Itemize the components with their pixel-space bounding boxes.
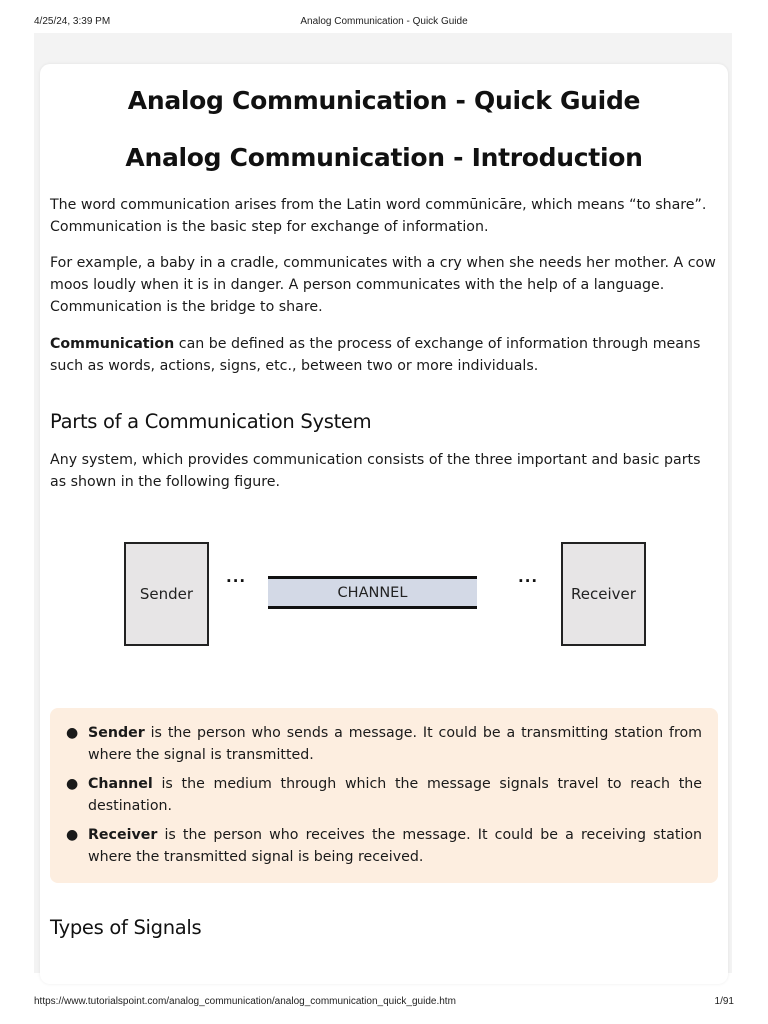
list-item-text: is the medium through which the message signals travel to reach the destination. — [88, 776, 702, 814]
section-title: Analog Communication - Introduction — [125, 143, 643, 172]
list-item-sender — [66, 722, 702, 766]
paragraph-example: For example, a baby in a cradle, communicates with a cry when she needs her mother. A cow moos loudly when it is in danger. A person communicates with the help of a language. Communication is the bridge to share. — [50, 255, 716, 315]
definition-term: Communication — [50, 336, 175, 352]
receiver-label: Receiver — [571, 585, 636, 603]
bullet-icon: ● — [66, 827, 79, 843]
receiver-box — [561, 542, 646, 646]
sender-label: Sender — [139, 585, 194, 603]
parts-list-box — [50, 708, 718, 883]
parts-heading: Parts of a Communication System — [50, 410, 372, 433]
channel-bar — [268, 576, 477, 609]
list-item-text: is the person who sends a message. It could be a transmitting station from where the signal is transmitted. — [88, 725, 702, 763]
print-footer — [0, 996, 768, 1010]
list-item-term: Sender — [88, 725, 145, 741]
communication-diagram — [40, 520, 728, 670]
ellipsis-right: ··· — [518, 572, 539, 590]
parts-intro: Any system, which provides communication consists of the three important and basic parts as shown in the following figure. — [50, 452, 701, 490]
print-url: https://www.tutorialspoint.com/analog_communication/analog_communication_quick_guide.htm — [34, 996, 456, 1007]
paragraph-definition — [50, 333, 720, 377]
bullet-icon: ● — [66, 725, 79, 741]
print-title: Analog Communication - Quick Guide — [300, 16, 468, 27]
list-item-text: is the person who receives the message. It could be a receiving station where the transmitted signal is being received. — [88, 827, 702, 865]
sender-box — [124, 542, 209, 646]
bullet-icon: ● — [66, 776, 79, 792]
list-item-term: Channel — [88, 776, 153, 792]
paragraph-intro: The word communication arises from the Latin word commūnicāre, which means “to share”. Communication is the basic step for exchange of information. — [50, 197, 707, 235]
definition-text: can be defined as the process of exchange of information through means such as words, actions, signs, etc., between two or more individuals. — [50, 336, 701, 374]
list-item-term: Receiver — [88, 827, 158, 843]
channel-label: CHANNEL — [337, 584, 408, 601]
list-item-channel — [66, 773, 702, 817]
types-heading: Types of Signals — [50, 916, 202, 939]
list-item-receiver — [66, 824, 702, 868]
print-header — [0, 16, 768, 30]
page-title: Analog Communication - Quick Guide — [127, 86, 641, 115]
page-number: 1/91 — [714, 996, 734, 1007]
ellipsis-left: ··· — [226, 572, 247, 590]
print-datetime: 4/25/24, 3:39 PM — [34, 16, 111, 27]
